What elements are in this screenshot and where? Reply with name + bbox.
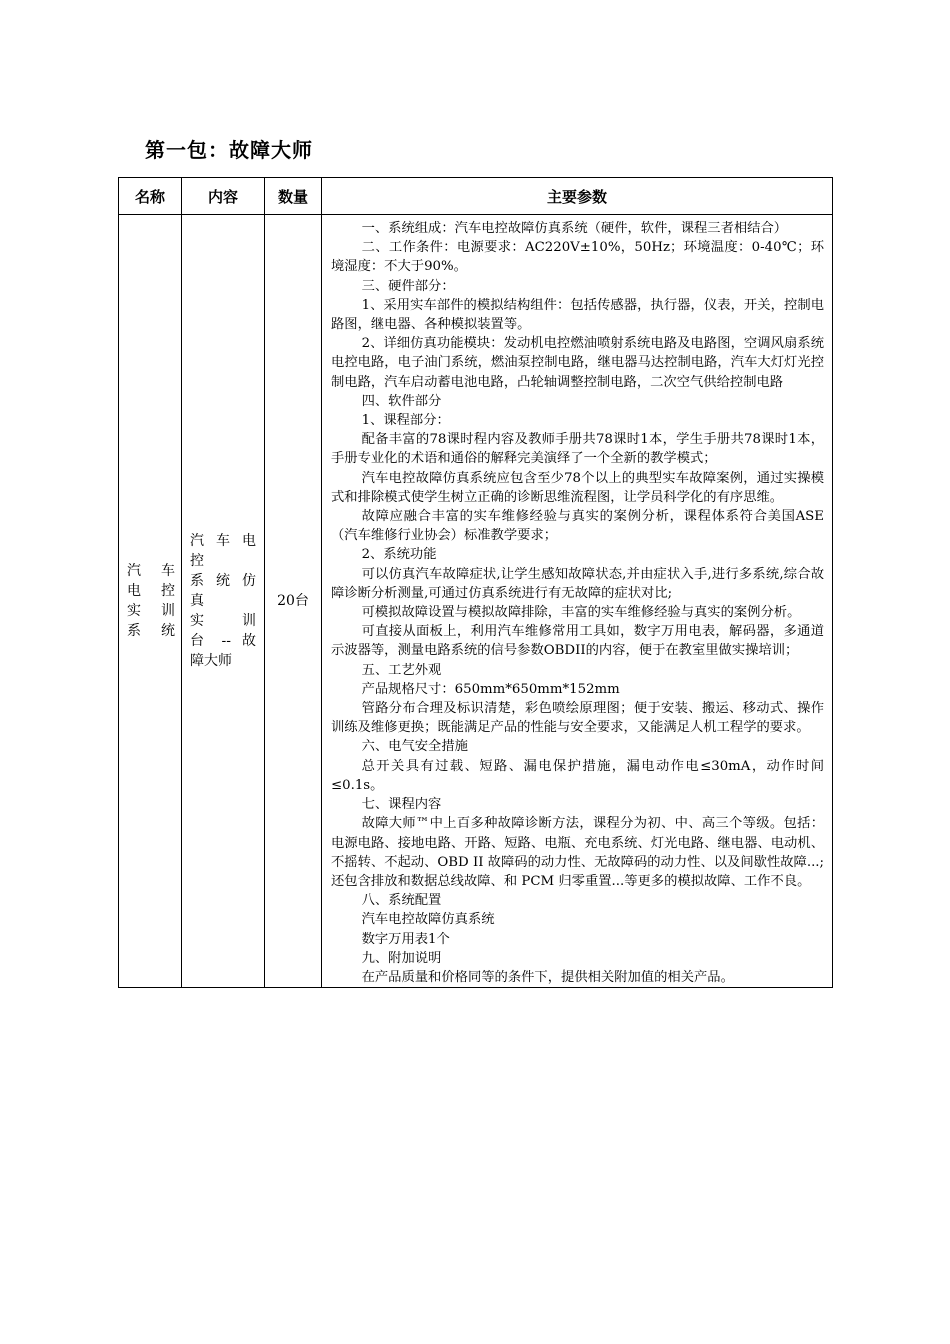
cell-params [322,215,833,988]
name-line: 实 训 [127,603,175,620]
param-paragraph: 九、附加说明 [361,950,442,966]
param-paragraph: 故障应融合丰富的实车维修经验与真实的案例分析，课程体系符合美国ASE（汽车维修行业协会）标准教学要求； [331,509,824,544]
header-quantity: 数量 [265,178,322,215]
page-title: 第一包：故障大师 [145,138,313,162]
name-line: 系 统 [127,623,175,640]
name-line: 电 控 [127,583,175,600]
param-paragraph: 故障大师™中上百多种故障诊断方法，课程分为初、中、高三个等级。包括：电源电路、接地电路、开路、短路、电瓶、充电系统、灯光电路、继电器、电动机、不摇转、不起动、OBD II 故障码的动力性、无故障码的动力性、以及间歇性故障...;还包含排放和数据总线故障、和 PCM 归零重置...等更多的模拟故障、工作不良。 [331,816,824,889]
header-name: 名称 [119,178,182,215]
table-row [119,215,833,988]
param-paragraph: 1、课程部分： [361,413,450,429]
header-content: 内容 [182,178,265,215]
param-paragraph: 二、工作条件：电源要求：AC220V±10%，50Hz；环境温度：0-40℃；环境湿度：不大于90%。 [331,240,824,275]
param-paragraph: 可模拟故障设置与模拟故障排除，丰富的实车维修经验与真实的案例分析。 [361,605,801,621]
param-paragraph: 六、电气安全措施 [361,739,468,755]
param-paragraph: 可以仿真汽车故障症状,让学生感知故障状态,并由症状入手,进行多系统,综合故障诊断分析测量,可通过仿真系统进行有无故障的症状对比; [331,566,824,601]
header-params: 主要参数 [322,178,833,215]
cell-product-content [182,215,265,988]
content-line: 真 [190,593,204,610]
param-paragraph: 汽车电控故障仿真系统 [361,912,495,928]
param-paragraph: 总开关具有过载、短路、漏电保护措施，漏电动作电≤30mA，动作时间≤0.1s。 [331,758,824,793]
param-paragraph: 2、详细仿真功能模块：发动机电控燃油喷射系统电路及电路图，空调风扇系统电控电路，电子油门系统，燃油泵控制电路，继电器马达控制电路，汽车大灯灯光控制电路，汽车启动蓄电池电路，凸轮轴调整控制电路，二次空气供给控制电路 [331,336,824,390]
content-line: 实 训 [190,613,256,630]
content-line: 障大师 [190,653,232,670]
param-paragraph: 一、系统组成：汽车电控故障仿真系统（硬件，软件，课程三者相结合） [361,221,788,236]
param-paragraph: 汽车电控故障仿真系统应包含至少78个以上的典型实车故障案例，通过实操模式和排除模式使学生树立正确的诊断思维流程图，让学员科学化的有序思维。 [331,470,824,505]
param-paragraph: 1、采用实车部件的模拟结构组件：包括传感器，执行器，仪表，开关，控制电路图，继电器、各种模拟装置等。 [331,297,824,333]
name-line: 汽 车 [127,563,175,580]
content-line: 控 [190,553,204,570]
param-paragraph: 八、系统配置 [361,893,442,909]
param-paragraph: 产品规格尺寸：650mm*650mm*152mm [361,681,620,697]
cell-quantity: 20台 [265,215,322,988]
table-header-row [119,178,833,215]
param-paragraph: 四、软件部分 [361,393,442,409]
param-paragraph: 五、工艺外观 [361,662,442,678]
content-line: 汽 车 电 [190,533,256,550]
cell-product-name [119,215,182,988]
param-paragraph: 三、硬件部分： [361,278,455,294]
param-paragraph: 可直接从面板上，利用汽车维修常用工具如，数字万用电表，解码器，多通道示波器等，测量电路系统的信号参数OBDII的内容，便于在教室里做实操培训； [331,624,824,659]
param-paragraph: 管路分布合理及标识清楚，彩色喷绘原理图；便于安装、搬运、移动式、操作训练及维修更换；既能满足产品的性能与安全要求，又能满足人机工程学的要求。 [331,701,824,736]
param-paragraph: 七、课程内容 [361,797,442,813]
param-paragraph: 在产品质量和价格同等的条件下，提供相关附加值的相关产品。 [361,969,734,985]
param-paragraph: 配备丰富的78课时程内容及教师手册共78课时1本，学生手册共78课时1本，手册专业化的术语和通俗的解释完美演绎了一个全新的教学模式； [331,432,824,467]
param-paragraph: 数字万用表1个 [361,931,450,947]
spec-table [118,177,833,988]
content-line: 台 -- 故 [190,633,256,650]
content-line: 系 统 仿 [190,573,256,590]
param-paragraph: 2、系统功能 [361,547,437,563]
